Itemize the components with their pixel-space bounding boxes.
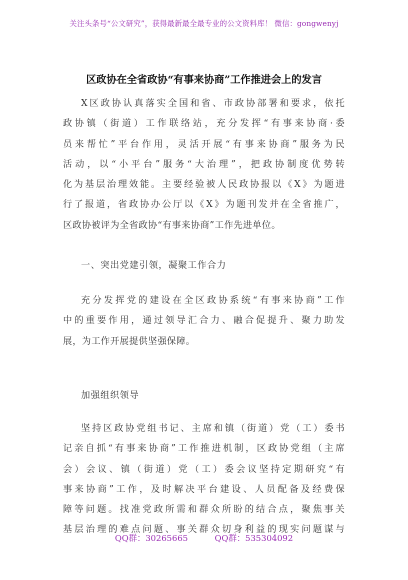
paragraph-line: 活动，以“小平台”服务“大治理”，把政协制度优势转 — [63, 159, 345, 170]
paragraph-line: 充分发挥党的建设在全区政协系统“有事来协商”工作 — [81, 296, 345, 306]
paragraph-3 — [63, 419, 345, 541]
paragraph-line: 坚持区政协党组书记、主席和镇（街道）党（工）委书 — [81, 424, 345, 434]
paragraph-line: 事来协商”工作，及时解决平台建设、人员配备及经费保 — [63, 484, 345, 495]
paragraph-line: 员来帮忙”平台作用，灵活开展“有事来协商”服务为民 — [63, 139, 345, 150]
paragraph-line: 行了报道，省政协办公厅以《X》为题刊发并在全省推广， — [63, 200, 345, 211]
paragraph-line: 基层治理的难点问题、事关群众切身利益的现实问题谋与 — [63, 525, 345, 536]
paragraph-line: 政协镇（街道）工作联络站，充分发挥“有事来协商·委 — [63, 119, 345, 130]
paragraph-line: 中的重要作用，通过领导汇合力、融合促提升、聚力助发 — [63, 316, 345, 327]
qq-group-2: QQ群：535304092 — [214, 533, 294, 543]
paragraph-line: X区政协认真落实全国和省、市政协部署和要求，依托 — [81, 99, 345, 109]
section-heading-1: 一、突出党建引领，凝聚工作合力 — [81, 261, 227, 271]
paragraph-line: 区政协被评为全省政协“有事来协商”工作先进单位。 — [63, 220, 281, 231]
paragraph-line: 障等问题。找准党政所需和群众所盼的结合点，聚焦事关 — [63, 505, 345, 516]
footer-contact — [0, 532, 408, 544]
qq-group-1: QQ群：30265665 — [114, 533, 188, 543]
paragraph-line: 会）会议、镇（街道）党（工）委会议坚持定期研究“有 — [63, 464, 345, 475]
paragraph-line: 记亲自抓“有事来协商”工作推进机制，区政协党组（主席 — [63, 444, 345, 455]
section-heading-2: 加强组织领导 — [81, 391, 140, 401]
paragraph-2 — [63, 291, 345, 352]
header-banner: 关注头条号“公文研究”，获得最新最全最专业的公文资料库！ 微信：gongwenyj — [69, 19, 339, 28]
paragraph-1 — [63, 94, 345, 236]
paragraph-line: 化为基层治理效能。主要经验被人民政协报以《X》为题进 — [63, 180, 345, 191]
document-title: 区政协在全省政协“有事来协商”工作推进会上的发言 — [86, 74, 322, 86]
paragraph-line: 展，为工作开展提供坚强保障。 — [63, 336, 196, 347]
